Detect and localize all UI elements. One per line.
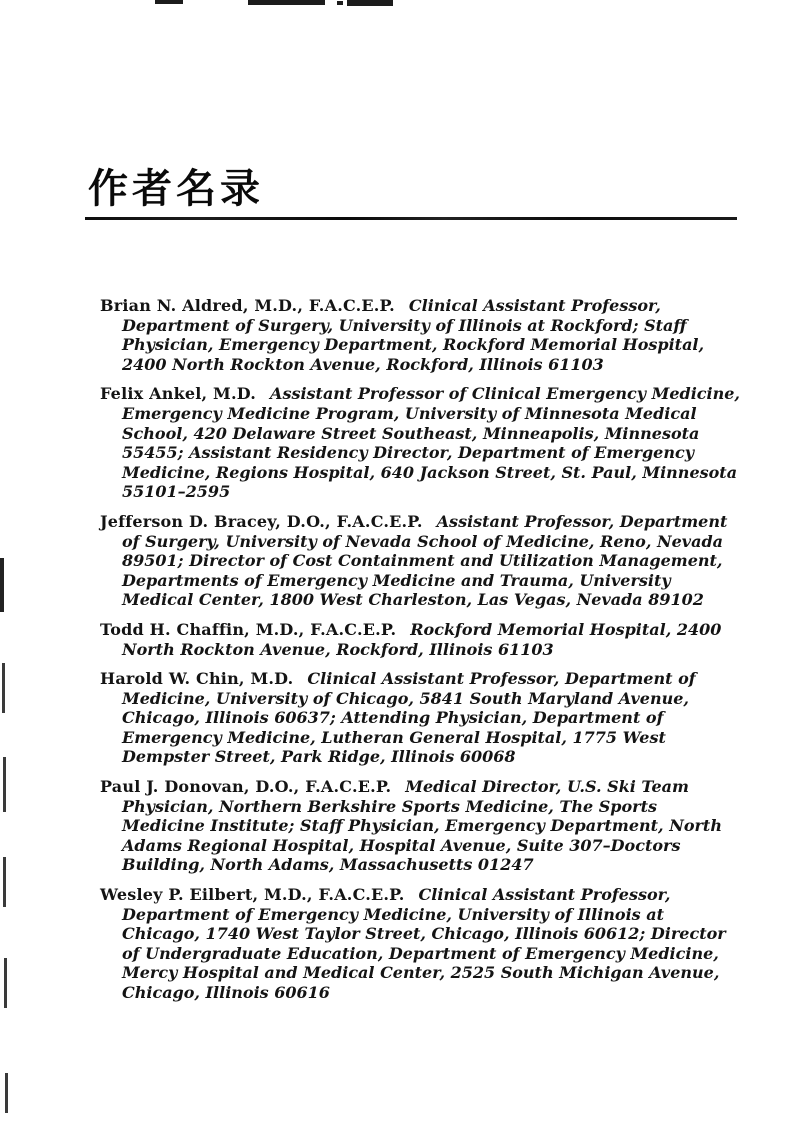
contributor-entry (100, 669, 740, 767)
contributor-entry (100, 777, 740, 875)
contributor-affiliation: Assistant Professor of Clinical Emergency Medicine, Emergency Medicine Program, University of Minnesota Medical School, 420 Delaware Street Southeast, Minneapolis, Minnesota 55455; Assistant Residency Director, Department of Emergency Medicine, Regions Hospital, 640 Jackson Street, St. Paul, Minnesota 55101–2595 (122, 384, 740, 502)
contributor-affiliation: Clinical Assistant Professor, Department of Emergency Medicine, University of Illinois at Chicago, 1740 West Taylor Street, Chicago, Illinois 60612; Director of Undergraduate Education, Department of Emergency Medicine, Mercy Hospital and Medical Center, 2525 South Michigan Avenue, Chicago, Illinois 60616 (122, 885, 726, 1002)
scan-artifact-left-2 (2, 663, 5, 713)
contributor-entry (100, 296, 740, 374)
scan-artifact-top-3 (337, 1, 343, 5)
page-title: 作者名录 (88, 166, 264, 212)
contributor-entry (100, 512, 740, 610)
scan-artifact-left-1 (0, 558, 4, 612)
contributor-entry (100, 885, 740, 1003)
title-underline (85, 217, 737, 220)
scan-artifact-left-6 (5, 1073, 8, 1113)
scan-artifact-top-1 (155, 0, 183, 4)
contributor-name: Harold W. Chin, M.D. (100, 669, 294, 689)
contributor-affiliation: Clinical Assistant Professor, Department of Surgery, University of Illinois at Rockford; Staff Physician, Emergency Department, Rockford Memorial Hospital, 2400 North Rockton Avenue, Rockford, Illinois 61103 (122, 296, 705, 374)
contributor-name: Felix Ankel, M.D. (100, 384, 257, 404)
contributor-entry (100, 620, 740, 659)
scan-artifact-top-2 (248, 0, 325, 5)
contributor-affiliation: Assistant Professor, Department of Surgery, University of Nevada School of Medicine, Reno, Nevada 89501; Director of Cost Containment and Utilization Management, Departments of Emergency Medicine and Trauma, University Medical Center, 1800 West Charleston, Las Vegas, Nevada 89102 (122, 511, 728, 610)
contributor-name: Paul J. Donovan, D.O., F.A.C.E.P. (100, 777, 392, 797)
contributor-name: Brian N. Aldred, M.D., F.A.C.E.P. (100, 296, 395, 315)
scan-artifact-top-4 (347, 0, 393, 6)
scan-artifact-left-5 (4, 958, 7, 1008)
contributor-affiliation: Clinical Assistant Professor, Department of Medicine, University of Chicago, 5841 South Maryland Avenue, Chicago, Illinois 60637; Attending Physician, Department of Emergency Medicine, Lutheran General Hospital, 1775 West Dempster Street, Park Ridge, Illinois 60068 (122, 669, 696, 767)
contributor-list (100, 296, 740, 1013)
contributor-affiliation: Rockford Memorial Hospital, 2400 North Rockton Avenue, Rockford, Illinois 61103 (122, 619, 722, 659)
contributor-name: Todd H. Chaffin, M.D., F.A.C.E.P. (100, 619, 397, 639)
contributor-name: Wesley P. Eilbert, M.D., F.A.C.E.P. (100, 885, 405, 905)
contributor-affiliation: Medical Director, U.S. Ski Team Physician, Northern Berkshire Sports Medicine, The Sports Medicine Institute; Staff Physician, Emergency Department, North Adams Regional Hospital, Hospital Avenue, Suite 307–Doctors Building, North Adams, Massachusetts 01247 (122, 777, 722, 875)
scan-artifact-left-3 (3, 757, 6, 812)
contributor-name: Jefferson D. Bracey, D.O., F.A.C.E.P. (100, 511, 423, 531)
contributor-entry (100, 384, 740, 502)
scan-artifact-left-4 (3, 857, 6, 907)
